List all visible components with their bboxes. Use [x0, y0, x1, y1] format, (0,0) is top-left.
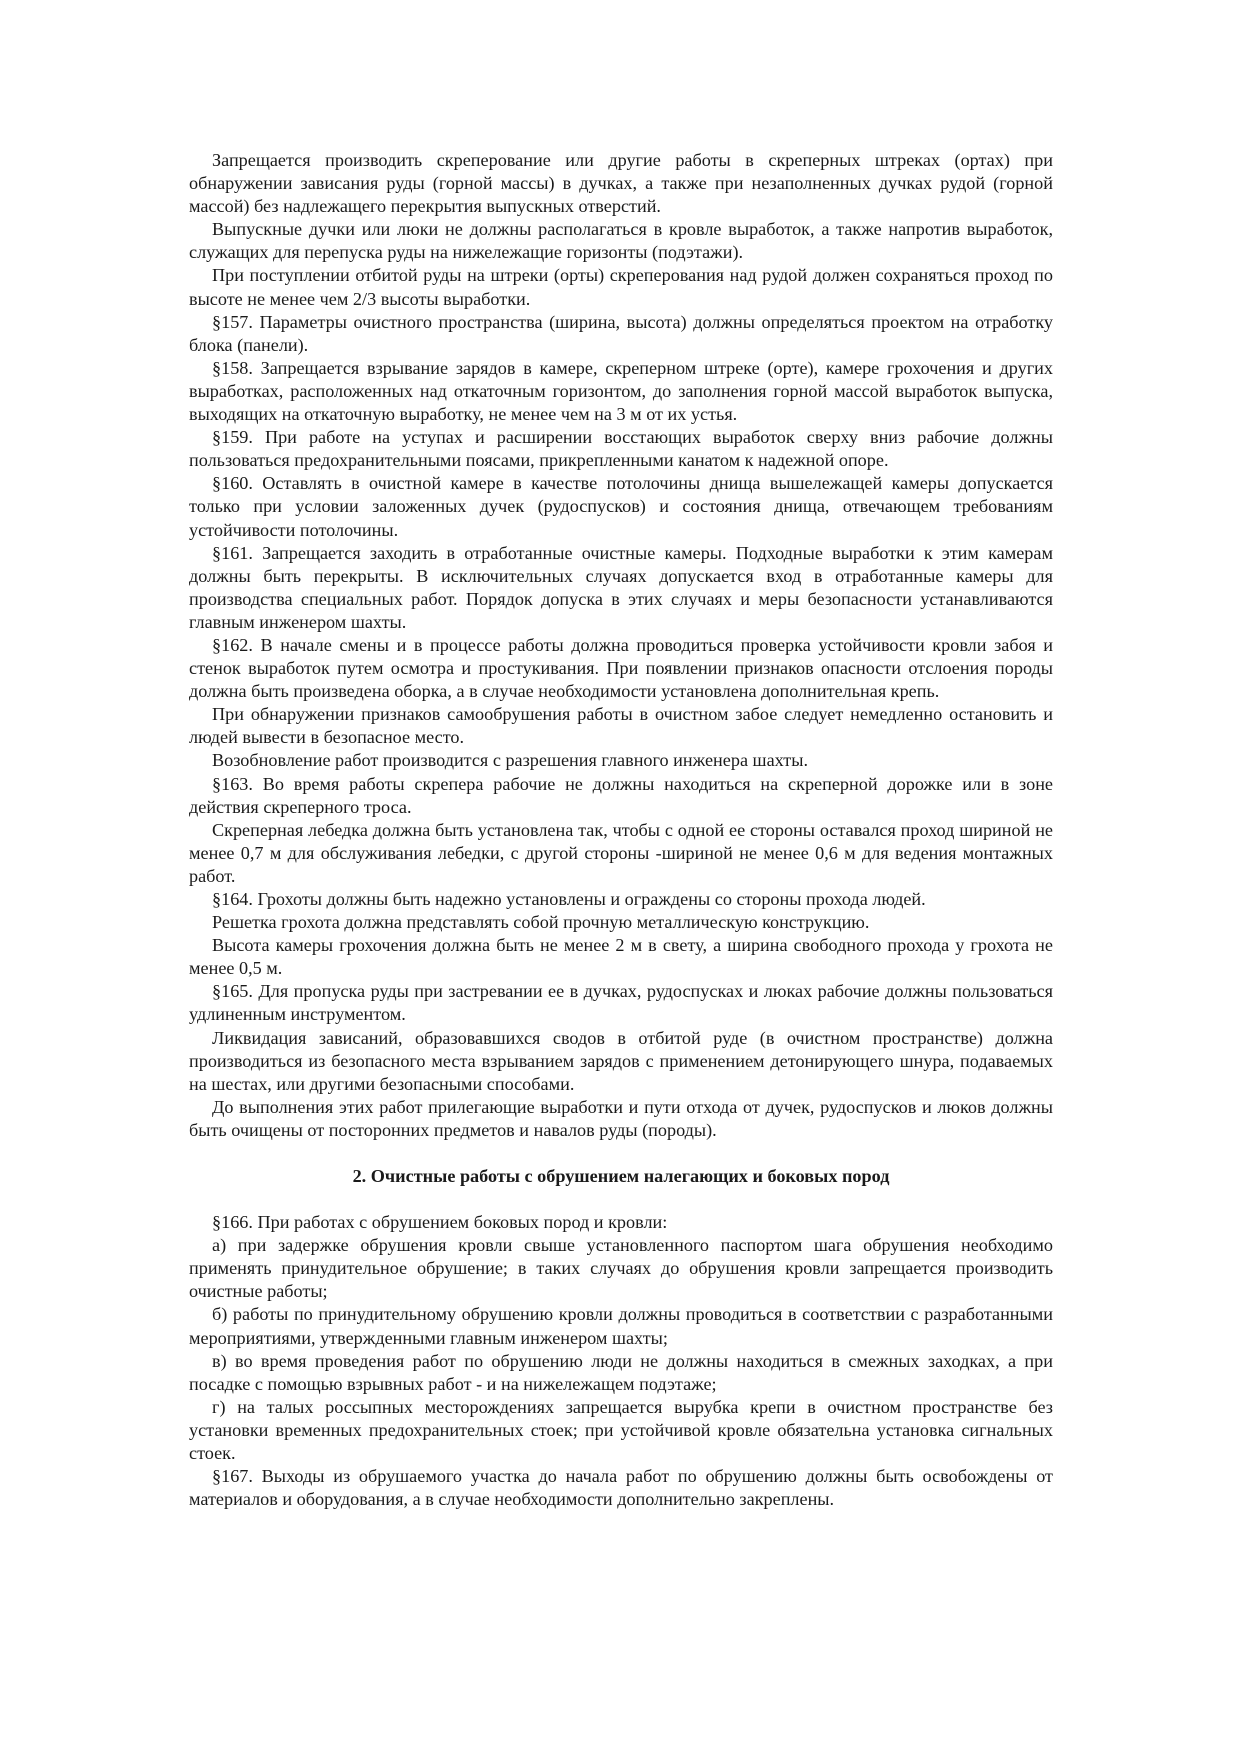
paragraph: Запрещается производить скреперование или другие работы в скреперных штреках (ортах) при обнаружении зависания руды (горной массы) в дучках, а также при незаполненных дучках рудой (горной массой) без надлежащего перекрытия выпускных отверстий.: [189, 150, 1053, 217]
paragraph: Высота камеры грохочения должна быть не менее 2 м в свету, а ширина свободного прохода у грохота не менее 0,5 м.: [189, 935, 1053, 979]
list-item-g: г) на талых россыпных месторождениях запрещается вырубка крепи в очистном пространстве без установки временных предохранительных стоек; при устойчивой кровле обязательна установка сигнальных стоек.: [189, 1396, 1053, 1463]
paragraph: Ликвидация зависаний, образовавшихся сводов в отбитой руде (в очистном пространстве) должна производиться из безопасного места взрыванием зарядов с применением детонирующего шнура, подаваемых на шестах, или другими безопасными способами.: [189, 1027, 1053, 1094]
paragraph-157: §157. Параметры очистного пространства (ширина, высота) должны определяться проектом на отработку блока (панели).: [189, 311, 1053, 355]
paragraph-161: §161. Запрещается заходить в отработанные очистные камеры. Подходные выработки к этим камерам должны быть перекрыты. В исключительных случаях допускается вход в отработанные камеры для производства специальных работ. Порядок допуска в этих случаях и меры безопасности устанавливаются главным инженером шахты.: [189, 542, 1053, 632]
paragraph-163: §163. Во время работы скрепера рабочие не должны находиться на скреперной дорожке или в зоне действия скреперного троса.: [189, 773, 1053, 817]
section-heading: 2. Очистные работы с обрушением налегающих и боковых пород: [352, 1166, 890, 1187]
paragraph: При обнаружении признаков самообрушения работы в очистном забое следует немедленно остановить и людей вывести в безопасное место.: [189, 704, 1053, 748]
paragraph-164: §164. Грохоты должны быть надежно установлены и ограждены со стороны прохода людей.: [212, 889, 926, 909]
paragraph: Решетка грохота должна представлять собой прочную металлическую конструкцию.: [212, 912, 870, 933]
list-item-a: а) при задержке обрушения кровли свыше установленного паспортом шага обрушения необходимо применять принудительное обрушение; в таких случаях до обрушения кровли запрещается производить очистные работы;: [189, 1235, 1053, 1302]
paragraph-160: §160. Оставлять в очистной камере в качестве потолочины днища вышележащей камеры допускается только при условии заложенных дучек (рудоспусков) и состояния днища, отвечающем требованиям устойчивости потолочины.: [189, 473, 1053, 540]
list-item-b: б) работы по принудительному обрушению кровли должны проводиться в соответствии с разработанными мероприятиями, утвержденными главным инженером шахты;: [189, 1304, 1053, 1348]
paragraph-165: §165. Для пропуска руды при застревании ее в дучках, рудоспусках и люках рабочие должны пользоваться удлиненным инструментом.: [189, 981, 1053, 1025]
paragraph: При поступлении отбитой руды на штреки (орты) скреперования над рудой должен сохраняться проход по высоте не менее чем 2/3 высоты выработки.: [189, 265, 1053, 309]
paragraph: Скреперная лебедка должна быть установлена так, чтобы с одной ее стороны оставался проход шириной не менее 0,7 м для обслуживания лебедки, с другой стороны -шириной не менее 0,6 м для ведения монтажных работ.: [189, 819, 1053, 886]
paragraph-167: §167. Выходы из обрушаемого участка до начала работ по обрушению должны быть освобождены от материалов и оборудования, а в случае необходимости дополнительно закреплены.: [189, 1466, 1053, 1510]
document-page: [189, 149, 1053, 1511]
paragraph: Возобновление работ производится с разрешения главного инженера шахты.: [212, 750, 808, 771]
list-item-v: в) во время проведения работ по обрушению люди не должны находиться в смежных заходках, а при посадке с помощью взрывных работ - и на нижележащем подэтаже;: [189, 1350, 1053, 1394]
paragraph-166: §166. При работах с обрушением боковых пород и кровли:: [212, 1212, 668, 1233]
paragraph-162: §162. В начале смены и в процессе работы должна проводиться проверка устойчивости кровли забоя и стенок выработок путем осмотра и простукивания. При появлении признаков опасности отслоения породы должна быть произведена оборка, а в случае необходимости установлена дополнительная крепь.: [189, 634, 1053, 702]
paragraph-159: §159. При работе на уступах и расширении восстающих выработок сверху вниз рабочие должны пользоваться предохранительными поясами, прикрепленными канатом к надежной опоре.: [189, 427, 1053, 471]
paragraph: Выпускные дучки или люки не должны располагаться в кровле выработок, а также напротив выработок, служащих для перепуска руды на нижележащие горизонты (подэтажи).: [189, 219, 1053, 263]
paragraph: До выполнения этих работ прилегающие выработки и пути отхода от дучек, рудоспусков и люков должны быть очищены от посторонних предметов и навалов руды (породы).: [189, 1096, 1053, 1140]
paragraph-158: §158. Запрещается взрывание зарядов в камере, скреперном штреке (орте), камере грохочения и других выработках, расположенных над откаточным горизонтом, до заполнения горной массой выработок выпуска, выходящих на откаточную выработку, не менее чем на 3 м от их устья.: [189, 357, 1053, 425]
